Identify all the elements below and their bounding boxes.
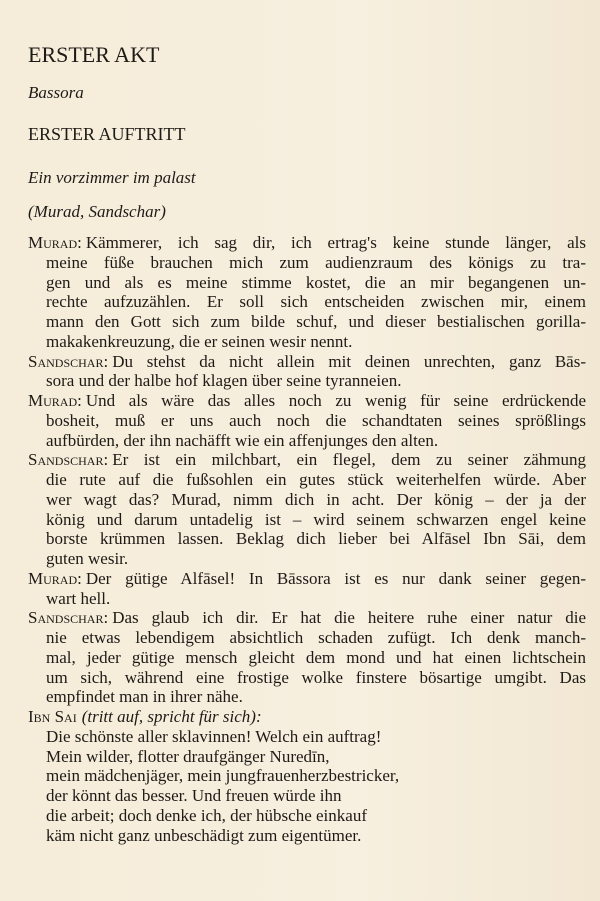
speech-block xyxy=(28,450,586,569)
speaker-name: Sandschar: xyxy=(28,450,109,470)
speech-line: mal, jeder gütige mensch gleicht dem mond und hat einen lichtschein xyxy=(46,647,586,667)
speech-line: Sandschar: Das glaub ich dir. Er hat die heitere ruhe einer natur die xyxy=(28,608,586,628)
speech-block xyxy=(28,352,586,392)
speech-line: um sich, während eine frostige wolke finstere bösartige umgibt. Das xyxy=(46,667,586,687)
dialogue xyxy=(28,233,586,845)
speaker-name: Murad: xyxy=(28,233,82,252)
speech-line: meine füße brauchen mich zum audienzraum des königs zu tra- xyxy=(46,252,586,272)
speech-line: Murad: Der gütige Alfāsel! In Bāssora ist es nur dank seiner gegen- xyxy=(28,568,586,588)
speech-line: makakenkreuzung, die er seinen wesir nennt. xyxy=(46,331,353,351)
speech-line: Murad: Und als wäre das alles noch zu wenig für seine erdrückende xyxy=(28,391,586,410)
speech-line: nie etwas lebendigem absichtlich schaden zufügt. Ich denk manch- xyxy=(46,628,586,647)
speech-line: guten wesir. xyxy=(46,549,129,568)
verse-line: Mein wilder, flotter draufgänger Nuredīn, xyxy=(46,746,330,766)
speech-line: Murad: Kämmerer, ich sag dir, ich ertrag's keine stunde länger, als xyxy=(28,233,586,252)
speech-line: aufbürden, der ihn nachäfft wie ein affenjunges den alten. xyxy=(46,430,439,450)
speaker-name: Sandschar: xyxy=(28,351,109,371)
speech-line: Sandschar: Du stehst da nicht allein mit deinen unrechten, ganz Bās- xyxy=(28,351,586,371)
speech-line: borste krümmen lassen. Beklag dich lieber bei Alfāsel Ibn Sāi, dem xyxy=(46,529,586,549)
speech-line xyxy=(28,707,586,727)
speech-line: empfindet man in ihrer nähe. xyxy=(46,687,243,707)
speech-line: die rute auf die fußsohlen ein gutes stück weiterhelfen würde. Aber xyxy=(46,470,586,489)
verse-line: die arbeit; doch denke ich, der hübsche einkauf xyxy=(46,805,367,825)
verse-line: Die schönste aller sklavinnen! Welch ein auftrag! xyxy=(46,726,382,746)
speech-line: könig und darum untadelig ist – wird seinem schwarzen engel keine xyxy=(46,509,586,529)
speech-line: mann den Gott sich zum bilde schuf, und dieser bestialischen gorilla- xyxy=(46,312,586,331)
speech-line: wart hell. xyxy=(46,588,111,608)
speech-block xyxy=(28,608,586,707)
speech-block xyxy=(28,391,586,450)
speaker-name: Ibn Sai xyxy=(28,707,77,726)
speech-block xyxy=(28,233,586,352)
scene-heading: ERSTER AUFTRITT xyxy=(28,124,186,144)
speech-line: bosheit, muß er uns auch noch die schandtaten seines sprößlings xyxy=(46,410,586,430)
speaker-name: Sandschar: xyxy=(28,608,109,628)
verse-line: mein mädchenjäger, mein jungfrauenherzbestricker, xyxy=(46,766,400,786)
speech-line: rechte aufzuzählen. Er soll sich entscheiden zwischen mir, einem xyxy=(46,292,586,312)
speaker-name: Murad: xyxy=(28,568,82,588)
speech-block xyxy=(28,569,586,609)
cast-list: (Murad, Sandschar) xyxy=(28,202,166,221)
speaker-name: Murad: xyxy=(28,391,82,410)
speech-line: sora und der halbe hof klagen über seine tyranneien. xyxy=(46,371,402,391)
speech-line: Sandschar: Er ist ein milchbart, ein flegel, dem zu seiner zähmung xyxy=(28,450,586,470)
act-heading: ERSTER AKT xyxy=(28,42,160,67)
stage-setting: Ein vorzimmer im palast xyxy=(28,168,196,187)
place-subtitle: Bassora xyxy=(28,83,84,102)
verse-line: der könnt das besser. Und freuen würde ihn xyxy=(46,786,342,805)
speech-block xyxy=(28,707,586,845)
speech-line: wer wagt das? Murad, nimm dich in acht. Der könig – der ja der xyxy=(46,489,586,509)
verse-line: käm nicht ganz unbeschädigt zum eigentümer. xyxy=(46,825,362,845)
stage-direction: (tritt auf, spricht für sich): xyxy=(81,707,262,726)
speech-line: gen und als es meine stimme kostet, die an mir begangenen un- xyxy=(46,272,586,292)
